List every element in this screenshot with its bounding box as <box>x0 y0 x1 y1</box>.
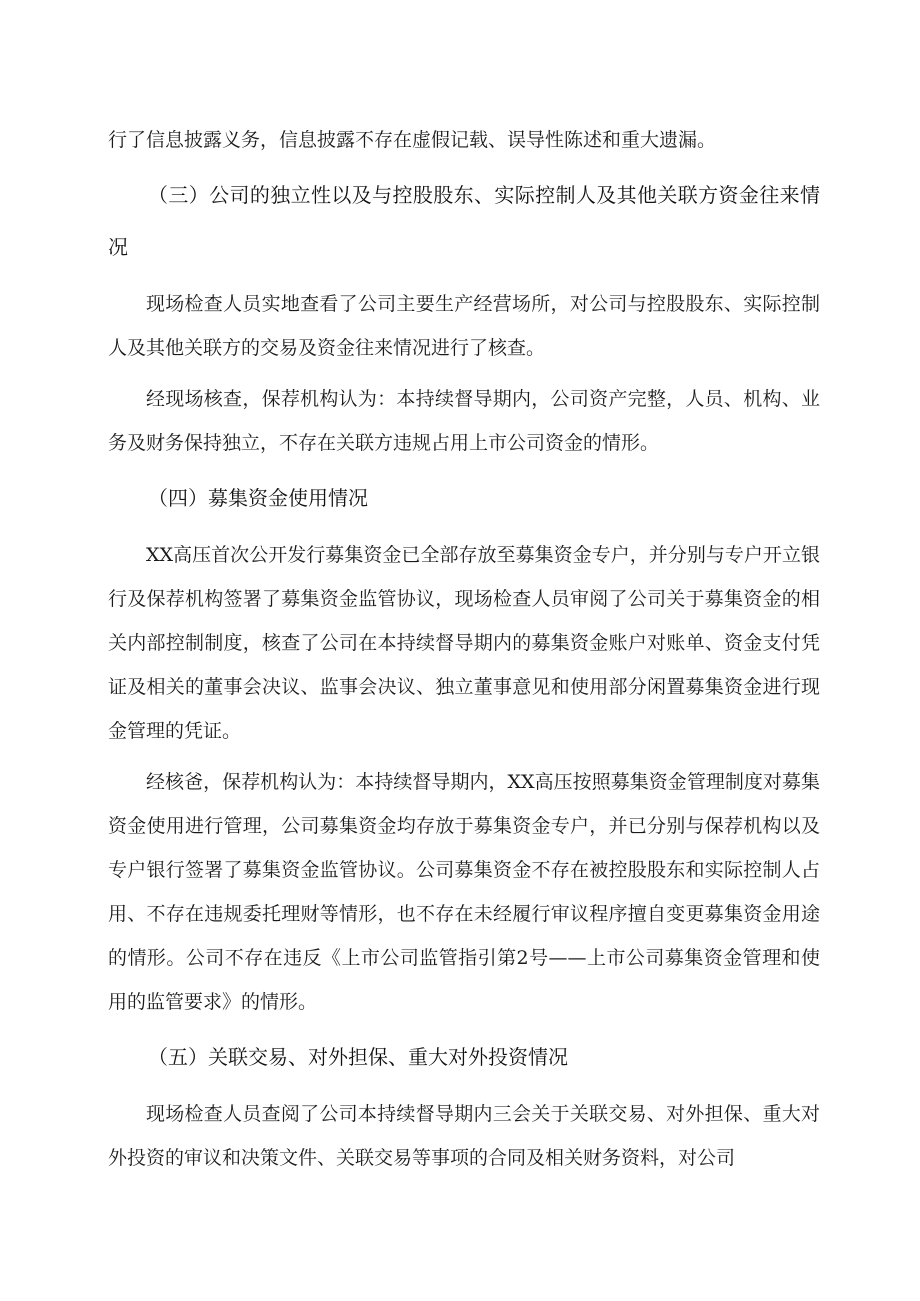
paragraph: XX高压首次公开发行募集资金已全部存放至募集资金专户，并分别与专户开立银行及保荐机构签署了募集资金监管协议，现场检查人员审阅了公司关于募集资金的相关内部控制制度，核查了公司在本持续督导期内的募集资金账户对账单、资金支付凭证及相关的董事会决议、监事会决议、独立董事意见和使用部分闲置募集资金进行现金管理的凭证。 <box>108 544 820 742</box>
paragraph: 经现场核查，保荐机构认为：本持续督导期内，公司资产完整，人员、机构、业务及财务保持独立，不存在关联方违规占用上市公司资金的情形。 <box>108 388 820 454</box>
document-body <box>108 118 820 1187</box>
paragraph: 现场检查人员查阅了公司本持续督导期内三会关于关联交易、对外担保、重大对外投资的审议和决策文件、关联交易等事项的合同及相关财务资料，对公司 <box>108 1103 820 1169</box>
section-heading-4: （四）募集资金使用情况 <box>148 486 368 510</box>
paragraph: 现场检查人员实地查看了公司主要生产经营场所，对公司与控股股东、实际控制人及其他关联方的交易及资金往来情况进行了核查。 <box>108 293 820 359</box>
section-heading-5: （五）关联交易、对外担保、重大对外投资情况 <box>148 1045 568 1069</box>
section-heading-3: （三）公司的独立性以及与控股股东、实际控制人及其他关联方资金往来情况 <box>108 183 820 259</box>
paragraph: 经核爸，保荐机构认为：本持续督导期内，XX高压按照募集资金管理制度对募集资金使用进行管理，公司募集资金均存放于募集资金专户，并已分别与保荐机构以及专户银行签署了募集资金监管协议。公司募集资金不存在被控股股东和实际控制人占用、不存在违规委托理财等情形，也不存在未经履行审议程序擅自变更募集资金用途的情形。公司不存在违反《上市公司监管指引第2号——上市公司募集资金管理和使用的监管要求》的情形。 <box>108 771 820 1013</box>
paragraph-continuation: 行了信息披露义务，信息披露不存在虚假记载、误导性陈述和重大遗漏。 <box>108 129 717 151</box>
